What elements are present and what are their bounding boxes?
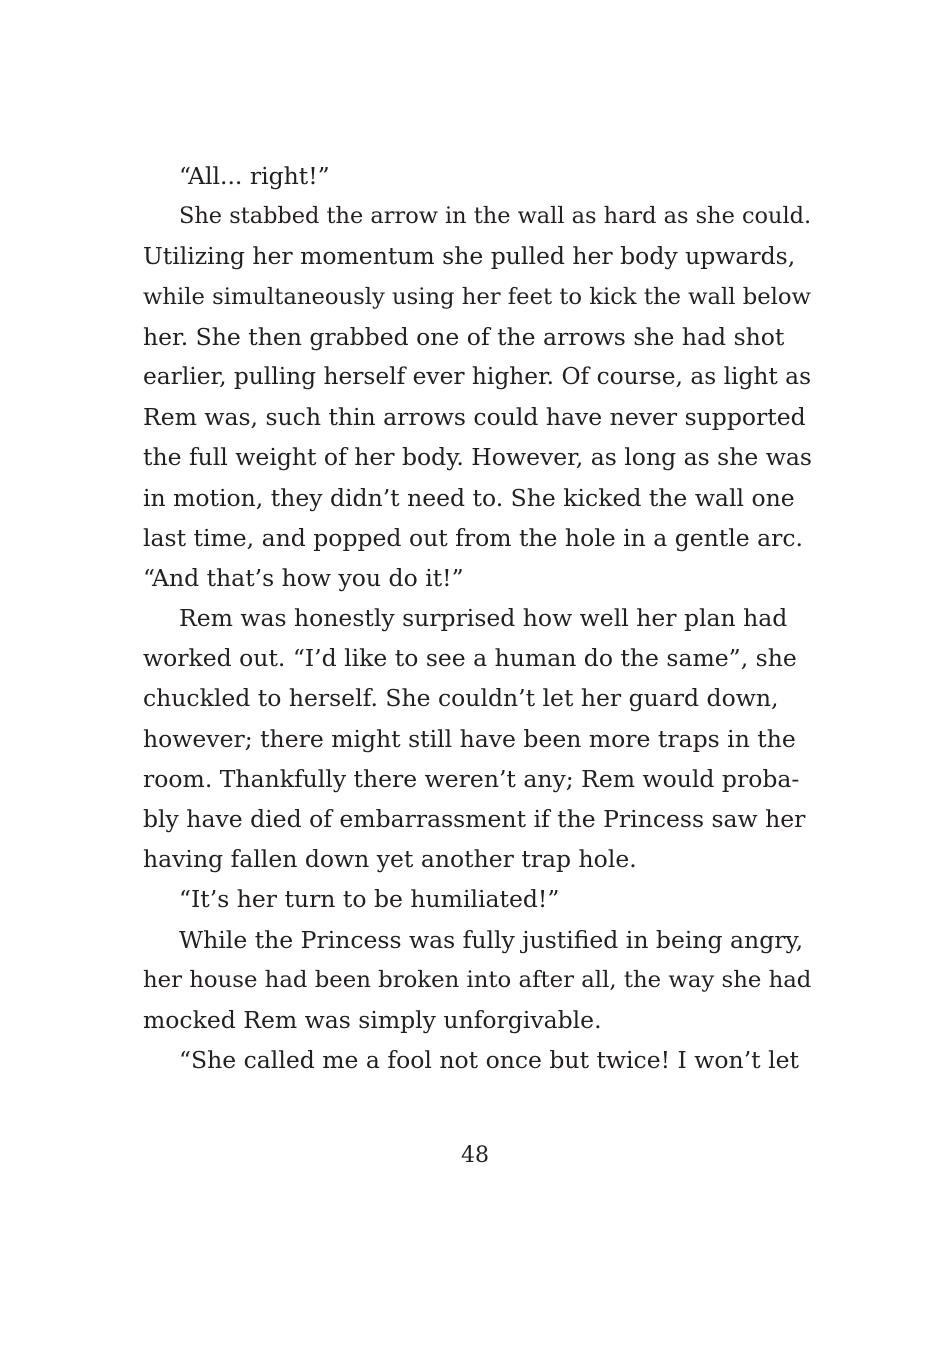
text-line: While the Princess was fully justified in being angry,	[179, 925, 804, 954]
page-number: 48	[461, 1143, 489, 1168]
text-line: bly have died of embarrassment if the Princess saw her	[143, 805, 806, 833]
body-text	[143, 156, 813, 1080]
text-line: “And that’s how you do it!”	[143, 563, 464, 592]
text-line: however; there might still have been more traps in the	[143, 724, 796, 753]
text-line: the full weight of her body. However, as long as she was	[143, 443, 812, 472]
text-line: She stabbed the arrow in the wall as hard as she could.	[179, 203, 812, 230]
text-line: last time, and popped out from the hole in a gentle arc.	[143, 523, 804, 552]
text-line: while simultaneously using her feet to kick the wall below	[143, 283, 811, 310]
text-line: chuckled to herself. She couldn’t let her guard down,	[143, 684, 779, 713]
text-line: her house had been broken into after all, the way she had	[143, 966, 812, 993]
text-line: having fallen down yet another trap hole.	[143, 845, 637, 874]
text-line: Rem was, such thin arrows could have never supported	[143, 403, 806, 432]
text-line: “She called me a fool not once but twice! I won’t let	[179, 1046, 799, 1075]
text-line: earlier, pulling herself ever higher. Of course, as light as	[143, 362, 812, 390]
text-line: room. Thankfully there weren’t any; Rem would proba-	[143, 764, 800, 793]
text-line: “It’s her turn to be humiliated!”	[179, 885, 560, 914]
text-line: Utilizing her momentum she pulled her body upwards,	[143, 242, 796, 271]
text-line: in motion, they didn’t need to. She kicked the wall one	[143, 483, 795, 512]
text-line: worked out. “I’d like to see a human do the same”, she	[143, 644, 797, 673]
text-line: Rem was honestly surprised how well her plan had	[179, 604, 788, 633]
text-line: mocked Rem was simply unforgivable.	[143, 1005, 602, 1034]
text-line: “All... right!”	[179, 162, 330, 190]
text-line: her. She then grabbed one of the arrows she had shot	[143, 322, 785, 351]
